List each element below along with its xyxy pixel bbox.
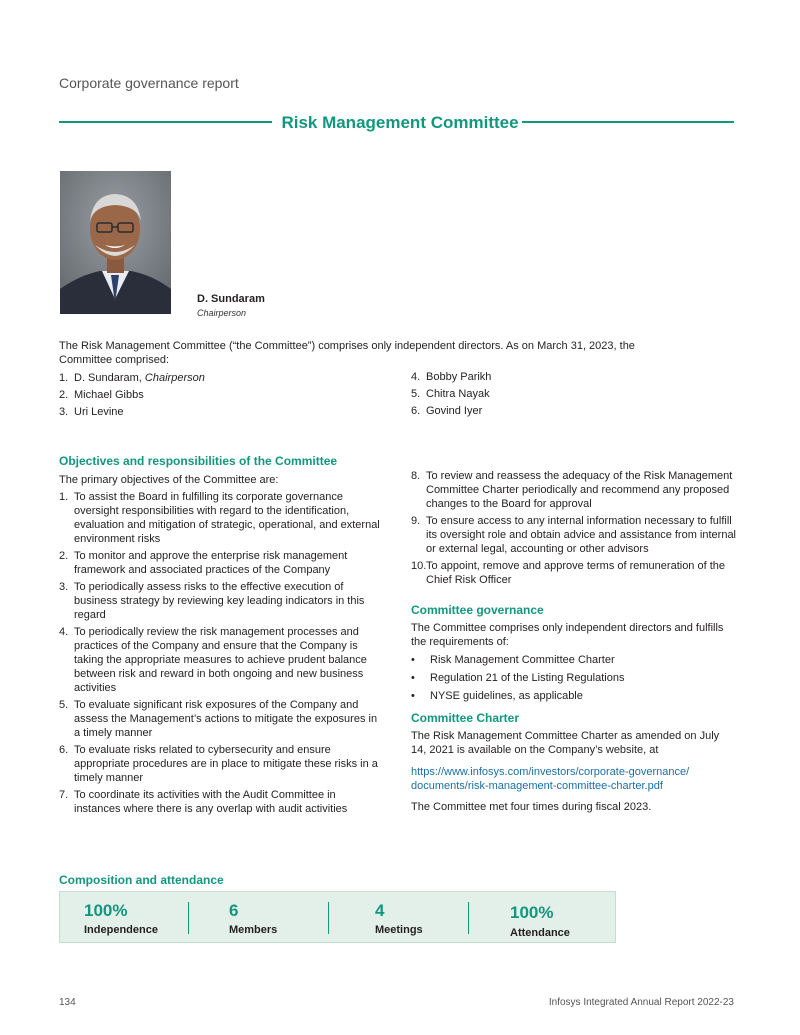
section-label: Corporate governance report — [59, 75, 239, 91]
charter-heading: Committee Charter — [411, 711, 520, 725]
objective-item: 10. To appoint, remove and approve terms of remuneration of the Chief Risk Officer — [411, 560, 726, 586]
stats-panel — [59, 891, 616, 943]
objective-item: 3. To periodically assess risks to the effective execution of business strategy by reviewing key leading indicators in this regard — [59, 581, 365, 621]
stat-divider — [468, 902, 469, 934]
objective-item: 5. To evaluate significant risk exposures of the Company and assess the Management’s actions to mitigate the exposures in a timely manner — [59, 699, 378, 739]
member-item: 6. Govind Iyer — [411, 405, 483, 417]
members-list-right — [411, 370, 711, 421]
governance-bullet: • Risk Management Committee Charter — [411, 653, 736, 671]
chairperson-name: D. Sundaram — [197, 293, 265, 305]
stat-label: Independence — [84, 924, 158, 936]
objectives-list-right — [411, 469, 736, 590]
objective-item: 4. To periodically review the risk management processes and practices of the Company and ensure that the Company is taking the appropriate measures to achieve prudent balance between risk and reward in both ongoing and new business activities — [59, 626, 367, 694]
stat-value: 4 — [375, 901, 385, 920]
chairperson-photo — [60, 171, 171, 314]
members-list-left — [59, 371, 359, 422]
governance-text: The Committee comprises only independent directors and fulfills the requirements of: — [411, 622, 724, 648]
stat-value: 6 — [229, 901, 239, 920]
stat-label: Members — [229, 924, 278, 936]
objective-item: 1. To assist the Board in fulfilling its corporate governance oversight responsibilities with regard to the identification, evaluation and mitigation of strategic, operational, and external environment risks — [59, 491, 380, 545]
objectives-heading: Objectives and responsibilities of the Committee — [59, 454, 338, 468]
objective-item: 7. To coordinate its activities with the Audit Committee in instances where there is any overlap with audit activities — [59, 789, 348, 815]
composition-heading: Composition and attendance — [59, 873, 224, 887]
chairperson-role: Chairperson — [197, 308, 247, 318]
member-item: 2. Michael Gibbs — [59, 389, 144, 401]
charter-link-line2[interactable]: documents/risk-management-committee-charter.pdf — [411, 780, 663, 792]
governance-bullet: • NYSE guidelines, as applicable — [411, 689, 736, 707]
page-number: 134 — [59, 997, 76, 1008]
charter-link-line1[interactable]: https://www.infosys.com/investors/corporate-governance/ — [411, 766, 690, 778]
objective-item: 8. To review and reassess the adequacy of the Risk Management Committee Charter periodically and recommend any proposed changes to the Board for approval — [411, 470, 733, 510]
objective-item: 2. To monitor and approve the enterprise risk management framework and associated practices of the Company — [59, 550, 348, 576]
stat-label: Meetings — [375, 924, 423, 936]
stat-divider — [328, 902, 329, 934]
objectives-lead: The primary objectives of the Committee are: — [59, 474, 279, 486]
meetings-text: The Committee met four times during fiscal 2023. — [411, 801, 652, 813]
objective-item: 6. To evaluate risks related to cybersecurity and ensure appropriate procedures are in place to mitigate these risks in a timely manner — [59, 744, 378, 784]
governance-bullets — [411, 653, 736, 707]
objective-item: 9. To ensure access to any internal information necessary to fulfill its oversight role and obtain advice and assistance from internal or external legal, accounting or other advisors — [411, 515, 737, 555]
intro-paragraph: The Risk Management Committee (“the Committee”) comprises only independent directors. As on March 31, 2023, the Committee comprised: — [59, 340, 635, 366]
stat-label: Attendance — [510, 927, 570, 939]
charter-text: The Risk Management Committee Charter as amended on July 14, 2021 is available on the Company’s website, at — [411, 730, 720, 756]
page-title: Risk Management Committee — [281, 113, 519, 132]
report-name: Infosys Integrated Annual Report 2022-23 — [548, 997, 734, 1008]
objectives-list-left — [59, 490, 384, 819]
member-item: 1. D. Sundaram, Chairperson — [59, 372, 205, 384]
member-item: 5. Chitra Nayak — [411, 388, 490, 400]
member-item: 3. Uri Levine — [59, 406, 124, 418]
member-item: 4. Bobby Parikh — [411, 371, 492, 383]
governance-heading: Committee governance — [411, 603, 544, 617]
stat-value: 100% — [510, 903, 554, 922]
stat-value: 100% — [84, 901, 128, 920]
governance-bullet: • Regulation 21 of the Listing Regulations — [411, 671, 736, 689]
stat-divider — [188, 902, 189, 934]
